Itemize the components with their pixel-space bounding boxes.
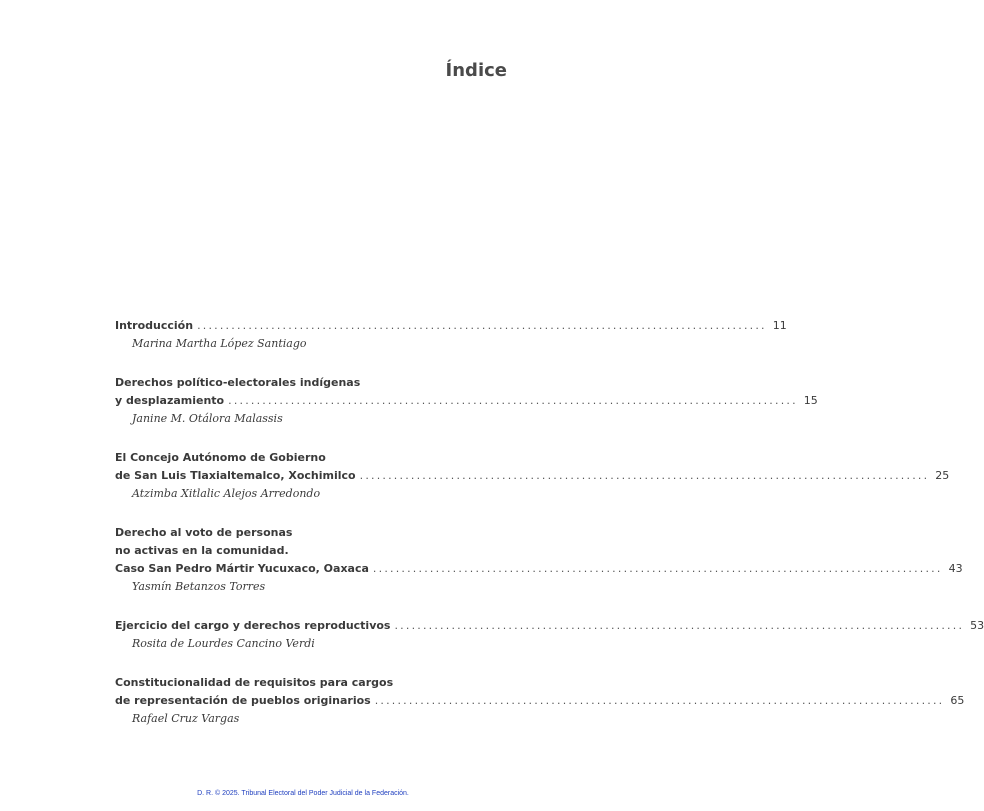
dot-leader: .................................................................................................... — [197, 319, 767, 332]
toc-entry-title: y desplazamiento — [115, 394, 225, 407]
toc-entry-title[interactable]: Derecho al voto de personas — [115, 526, 293, 539]
toc-entry-author: Yasmín Betanzos Torres — [132, 580, 266, 593]
toc-entry — [115, 617, 984, 653]
dot-leader: .................................................................................................... — [372, 562, 943, 575]
toc-entry-author: Atzimba Xitlalic Alejos Arredondo — [132, 487, 321, 500]
toc-entry-author: Rosita de Lourdes Cancino Verdi — [132, 637, 315, 650]
toc-page-number: 25 — [935, 469, 950, 482]
toc-entry-title-row[interactable] — [115, 692, 965, 710]
toc-entry-title: de representación de pueblos originarios — [115, 694, 371, 707]
dot-leader: .................................................................................................... — [228, 394, 798, 407]
toc-entry-title-row[interactable] — [115, 560, 963, 578]
page-title: Índice — [445, 60, 507, 81]
toc-page-number: 15 — [803, 394, 818, 407]
table-of-contents — [115, 317, 984, 728]
toc-entry — [115, 374, 818, 428]
dot-leader: .................................................................................................... — [359, 469, 930, 482]
toc-entry-title: Ejercicio del cargo y derechos reproductivos — [115, 619, 391, 632]
toc-entry-title: Caso San Pedro Mártir Yucuxaco, Oaxaca — [115, 562, 369, 575]
toc-entry-author: Marina Martha López Santiago — [132, 337, 307, 350]
toc-page-number: 11 — [772, 319, 787, 332]
toc-entry-title: de San Luis Tlaxialtemalco, Xochimilco — [115, 469, 356, 482]
toc-entry-title-row[interactable] — [115, 392, 818, 410]
toc-entry-title[interactable]: Constitucionalidad de requisitos para cargos — [115, 676, 394, 689]
toc-entry — [115, 449, 950, 503]
toc-entry — [115, 524, 963, 596]
toc-entry-title[interactable]: El Concejo Autónomo de Gobierno — [115, 451, 326, 464]
dot-leader: .................................................................................................... — [374, 694, 945, 707]
toc-entry-title-row[interactable] — [115, 617, 984, 635]
toc-entry — [115, 674, 965, 728]
toc-entry-title[interactable]: Derechos político-electorales indígenas — [115, 376, 361, 389]
toc-entry-title: Introducción — [115, 319, 194, 332]
toc-entry-author: Rafael Cruz Vargas — [132, 712, 240, 725]
toc-entry-title-row[interactable] — [115, 317, 787, 335]
toc-page-number: 53 — [970, 619, 984, 632]
dot-leader: .................................................................................................... — [394, 619, 965, 632]
copyright-footer: D. R. © 2025. Tribunal Electoral del Poder Judicial de la Federación. — [197, 790, 409, 797]
toc-entry — [115, 317, 787, 353]
toc-entry-title-row[interactable] — [115, 467, 950, 485]
toc-page-number: 43 — [948, 562, 963, 575]
toc-page-number: 65 — [950, 694, 965, 707]
toc-entry-author: Janine M. Otálora Malassis — [132, 412, 283, 425]
toc-entry-title[interactable]: no activas en la comunidad. — [115, 544, 289, 557]
